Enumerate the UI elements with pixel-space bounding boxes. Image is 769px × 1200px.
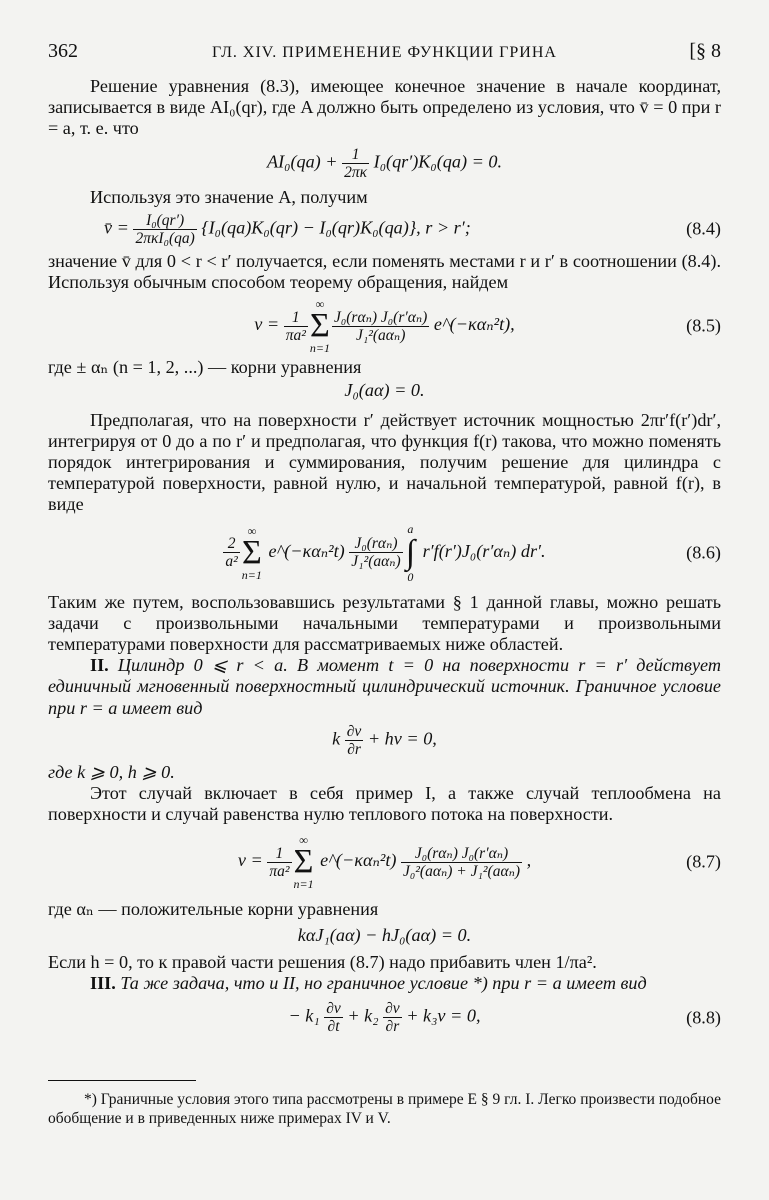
eq88-part-c: + k₃v = 0, (401, 1005, 481, 1026)
eq87-sum (294, 833, 314, 891)
equation-8-4 (48, 212, 721, 247)
running-title: ГЛ. XIV. ПРИМЕНЕНИЕ ФУНКЦИИ ГРИНА (212, 44, 557, 61)
eq-a-den: 2πκ (344, 163, 368, 181)
eq86-tail: r′f(r′)J₀(r′αₙ) dr′. (418, 540, 546, 561)
eq-bc-k: k (332, 728, 345, 749)
eq-roots-text: J₀(aα) = 0. (344, 380, 425, 401)
eq86-int-bottom: 0 (407, 569, 414, 584)
eq85-coef (284, 309, 308, 344)
equation-boundary-condition (48, 723, 721, 758)
eq85-number: (8.5) (686, 315, 721, 336)
eq85-lhs: v = (254, 314, 284, 335)
eq84-rhs: {I₀(qa)K₀(qr) − I₀(qr)K₀(qa)}, r > r′; (196, 217, 471, 238)
eq87-den: πa² (269, 862, 290, 880)
equation-8-8 (48, 1000, 721, 1035)
eq84-lhs: v̄ = (104, 217, 134, 238)
section-label-iii: III. (90, 973, 116, 994)
equation-8-7 (48, 833, 721, 891)
eq-a-num: 1 (342, 146, 369, 164)
eq-bc-tail: + hv = 0, (363, 728, 437, 749)
eq86-sum-bottom: n=1 (241, 567, 262, 582)
paragraph-3: значение v̄ для 0 < r < r′ получается, если поменять местами r и r′ в соотношении (8.4). Используя обычным способом теорему обращения, найдем (48, 250, 721, 293)
eq84-fraction (133, 212, 196, 247)
eq86-sum (242, 524, 262, 582)
eq87-term (401, 845, 522, 880)
equation-boundary-a (48, 146, 721, 181)
paragraph-6: Таким же путем, воспользовавшись результатами § 1 данной главы, можно решать задачи с произвольными начальными температурами и произвольными температурами поверхности для рассматриваемых ниже областей. (48, 591, 721, 655)
eq-bc-fraction (345, 723, 364, 758)
eq87-sum-top: ∞ (299, 833, 308, 848)
eq88-part-b: + k₂ (342, 1005, 384, 1026)
paragraph-2: Используя это значение A, получим (90, 186, 368, 207)
paragraph-7 (48, 655, 721, 719)
eq88-den-1: ∂t (327, 1018, 340, 1036)
eq87-number: (8.7) (686, 851, 721, 872)
eq-a-fraction (342, 146, 369, 181)
equation-8-5 (48, 297, 721, 355)
eq-roots2-text: kαJ₁(aα) − hJ₀(aα) = 0. (297, 924, 472, 945)
eq87-tail: , (522, 850, 532, 871)
equation-roots (48, 380, 721, 401)
eq86-sum-top: ∞ (247, 523, 257, 538)
paragraph-4: где ± αₙ (n = 1, 2, ...) — корни уравнения (48, 357, 362, 378)
paragraph-5: Предполагая, что на поверхности r′ действует источник мощностью 2πr′f(r′)dr′, интегрируя от 0 до a по r′ и предполагая, что функция f(r) такова, что можно поменять порядок интегрирования и суммирования, получим решение для цилиндра с температурой поверхности, равной нулю, и начальной температурой, равной f(r), в виде (48, 409, 721, 515)
section-label-ii: II. (90, 655, 109, 676)
eq88-frac-1 (324, 1000, 343, 1035)
eq86-coef (223, 535, 239, 570)
eq86-num: 2 (223, 535, 239, 553)
eq88-den-2: ∂r (385, 1018, 400, 1036)
eq86-term-num: J₀(rαₙ) (349, 535, 402, 553)
eq87-coef (267, 845, 291, 880)
paragraph-11: Если h = 0, то к правой части решения (8.7) надо прибавить член 1/πa². (48, 951, 597, 972)
eq85-term-num: J₀(rαₙ) J₀(r′αₙ) (333, 308, 428, 326)
eq88-frac-2 (383, 1000, 402, 1035)
paragraph-12 (48, 973, 721, 994)
eq-a-left: AI₀(qa) + (266, 151, 343, 172)
running-header (48, 40, 721, 68)
footnote: *) Граничные условия этого типа рассмотрены в примере E § 9 гл. I. Легко произвести подобное обобщение и в приведенных ниже примерах IV и V. (48, 1091, 721, 1127)
eq88-number: (8.8) (686, 1007, 721, 1028)
eq87-sum-bottom: n=1 (293, 877, 314, 892)
eq87-term-num: J₀(rαₙ) J₀(r′αₙ) (401, 845, 522, 863)
eq86-term (349, 535, 402, 570)
page-body (48, 76, 721, 1035)
sigma-symbol: Σ (293, 843, 314, 881)
eq85-sum-top: ∞ (315, 297, 325, 312)
eq85-term (332, 309, 429, 344)
equation-8-6 (48, 522, 721, 584)
eq88-num-1: ∂v (326, 1000, 341, 1018)
eq84-den: 2πκI₀(qa) (135, 229, 195, 247)
paragraph-10: где αₙ — положительные корни уравнения (48, 899, 379, 920)
eq86-exp: e^(−καₙ²t) (263, 540, 350, 561)
eq87-exp: e^(−καₙ²t) (315, 850, 401, 871)
paragraph-12-text: Та же задача, что и II, но граничное условие *) при r = a имеет вид (120, 973, 647, 994)
eq87-lhs: v = (237, 850, 268, 871)
eq85-num: 1 (284, 309, 308, 327)
sigma-symbol: Σ (310, 307, 330, 345)
paragraph-7-text: Цилиндр 0 ⩽ r < a. В момент t = 0 на поверхности r = r′ действует единичный мгновенный поверхностный цилиндрический источник. Граничное условие при r = a имеет вид (48, 655, 721, 718)
eq84-num: I₀(qr′) (133, 212, 196, 230)
sigma-symbol: Σ (241, 533, 262, 571)
eq85-den: πa² (285, 326, 306, 344)
eq86-term-den: J₁²(aαₙ) (351, 553, 401, 571)
eq84-number: (8.4) (686, 218, 721, 239)
eq-bc-den: ∂r (347, 740, 361, 758)
eq85-sum-bottom: n=1 (309, 341, 330, 356)
eq88-part-a: − k₁ (288, 1005, 325, 1026)
eq88-num-2: ∂v (385, 1000, 400, 1018)
eq86-number: (8.6) (686, 542, 721, 563)
eq-a-right: I₀(qr′)K₀(qa) = 0. (369, 151, 503, 172)
eq85-sum (310, 297, 330, 355)
section-marker: [§ 8 (689, 40, 721, 62)
eq87-term-den: J₀²(aαₙ) + J₁²(aαₙ) (403, 862, 521, 880)
eq85-term-den: J₁²(aαₙ) (355, 326, 406, 344)
eq86-int-top: a (407, 521, 414, 536)
page-number: 362 (48, 40, 78, 62)
eq85-exp: e^(−καₙ²t), (429, 314, 515, 335)
integral-symbol: ∫ (405, 533, 416, 571)
eq86-integral (406, 522, 415, 584)
footnote-rule (48, 1080, 196, 1081)
eq-bc-num: ∂v (346, 722, 362, 740)
eq87-num: 1 (267, 845, 291, 863)
eq86-den: a² (225, 553, 238, 571)
paragraph-9: Этот случай включает в себя пример I, а также случай теплообмена на поверхности и случай равенства нулю теплового потока на поверхности. (48, 783, 721, 825)
paragraph-1: Решение уравнения (8.3), имеющее конечное значение в начале координат, записывается в виде AI₀(qr), где A должно быть определено из условия, что v̄ = 0 при r = a, т. е. что (48, 76, 721, 139)
paragraph-8: где k ⩾ 0, h ⩾ 0. (48, 761, 175, 782)
equation-roots-2 (48, 925, 721, 946)
